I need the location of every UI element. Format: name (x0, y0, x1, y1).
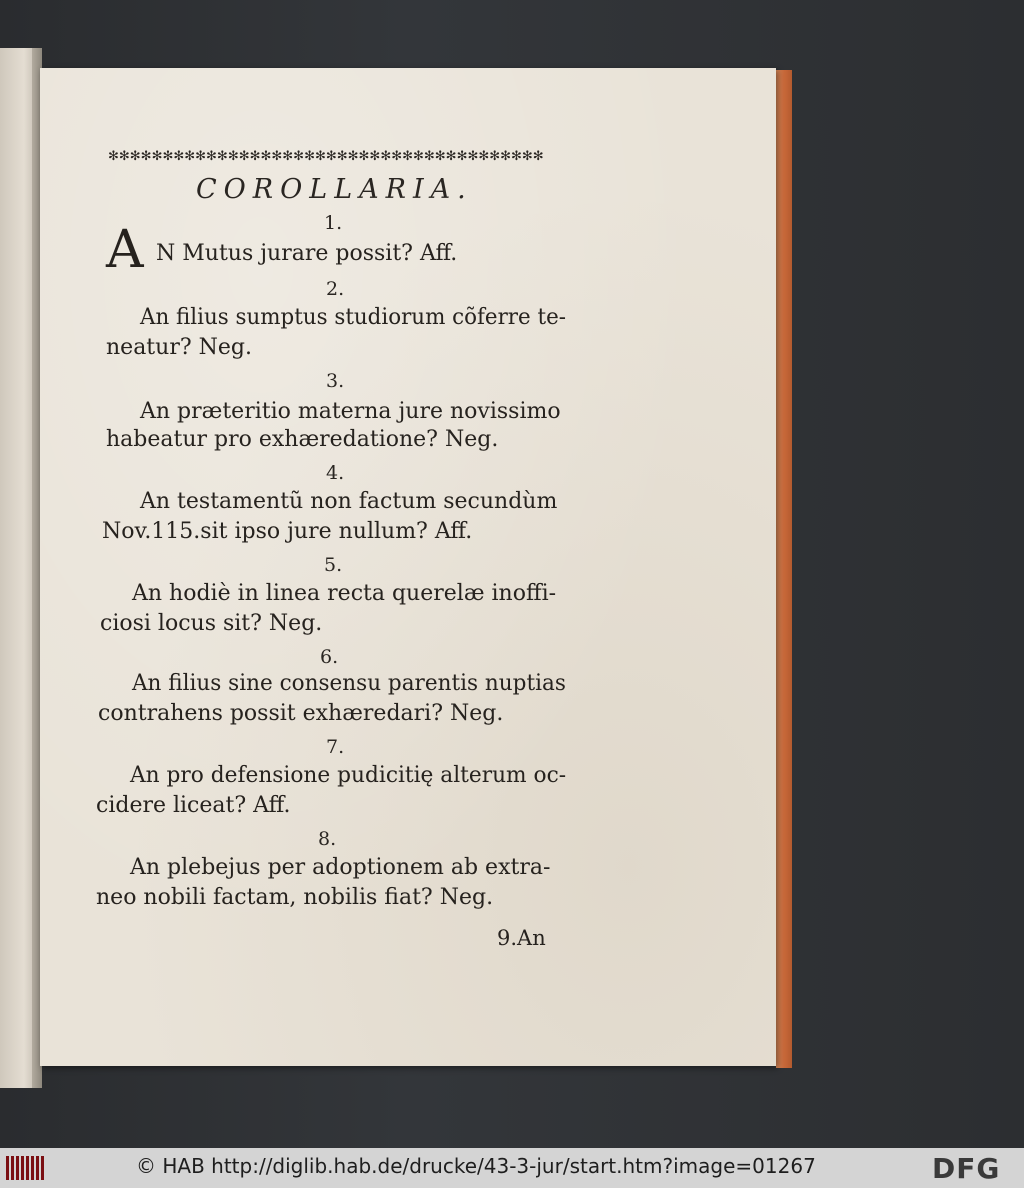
item-line: An pro defensione pudicitię alterum oc- (130, 763, 567, 788)
item-number: 4. (326, 462, 345, 484)
footer-bar (0, 1148, 1024, 1188)
item-line: An filius sumptus studiorum cõferre te- (140, 305, 566, 330)
item-line: An hodiè in linea recta querelæ inoffi- (132, 581, 557, 606)
item-number: 2. (326, 278, 345, 300)
item-line: An filius sine consensu parentis nuptias (132, 671, 566, 696)
header-ornament: ✻✻✻✻✻✻✻✻✻✻✻✻✻✻✻✻✻✻✻✻✻✻✻✻✻✻✻✻✻✻✻✻✻✻✻✻✻✻✻✻ (108, 150, 544, 164)
item-line: An testamentũ non factum secundùm (140, 489, 558, 514)
item-line: habeatur pro exhæredatione? Neg. (106, 427, 499, 452)
item-line: Nov.115.sit ipso jure nullum? Aff. (102, 519, 473, 544)
drop-cap: A (106, 220, 144, 280)
item-line: N Mutus jurare possit? Aff. (156, 241, 458, 266)
item-line: An plebejus per adoptionem ab extra- (130, 855, 551, 880)
item-number: 3. (326, 370, 345, 392)
item-line: neo nobili factam, nobilis fiat? Neg. (96, 885, 494, 910)
item-number: 5. (324, 554, 343, 576)
page-title: COROLLARIA. (196, 174, 473, 205)
catchword: 9.An (497, 926, 546, 950)
hab-barcode-icon (6, 1156, 46, 1180)
item-line: An præteritio materna jure novissimo (140, 399, 561, 424)
item-number: 7. (326, 736, 345, 758)
item-line: contrahens possit exhæredari? Neg. (98, 701, 504, 726)
copyright-link[interactable]: © HAB http://diglib.hab.de/drucke/43-3-jur/start.htm?image=01267 (136, 1154, 816, 1178)
item-line: cidere liceat? Aff. (96, 793, 291, 818)
item-number: 1. (324, 212, 343, 234)
page-fore-edge (776, 70, 792, 1068)
item-line: neatur? Neg. (106, 335, 252, 360)
item-number: 8. (318, 828, 337, 850)
dfg-logo: DFG (932, 1152, 1001, 1185)
item-line: ciosi locus sit? Neg. (100, 611, 323, 636)
book-page (40, 68, 776, 1066)
item-number: 6. (320, 646, 339, 668)
